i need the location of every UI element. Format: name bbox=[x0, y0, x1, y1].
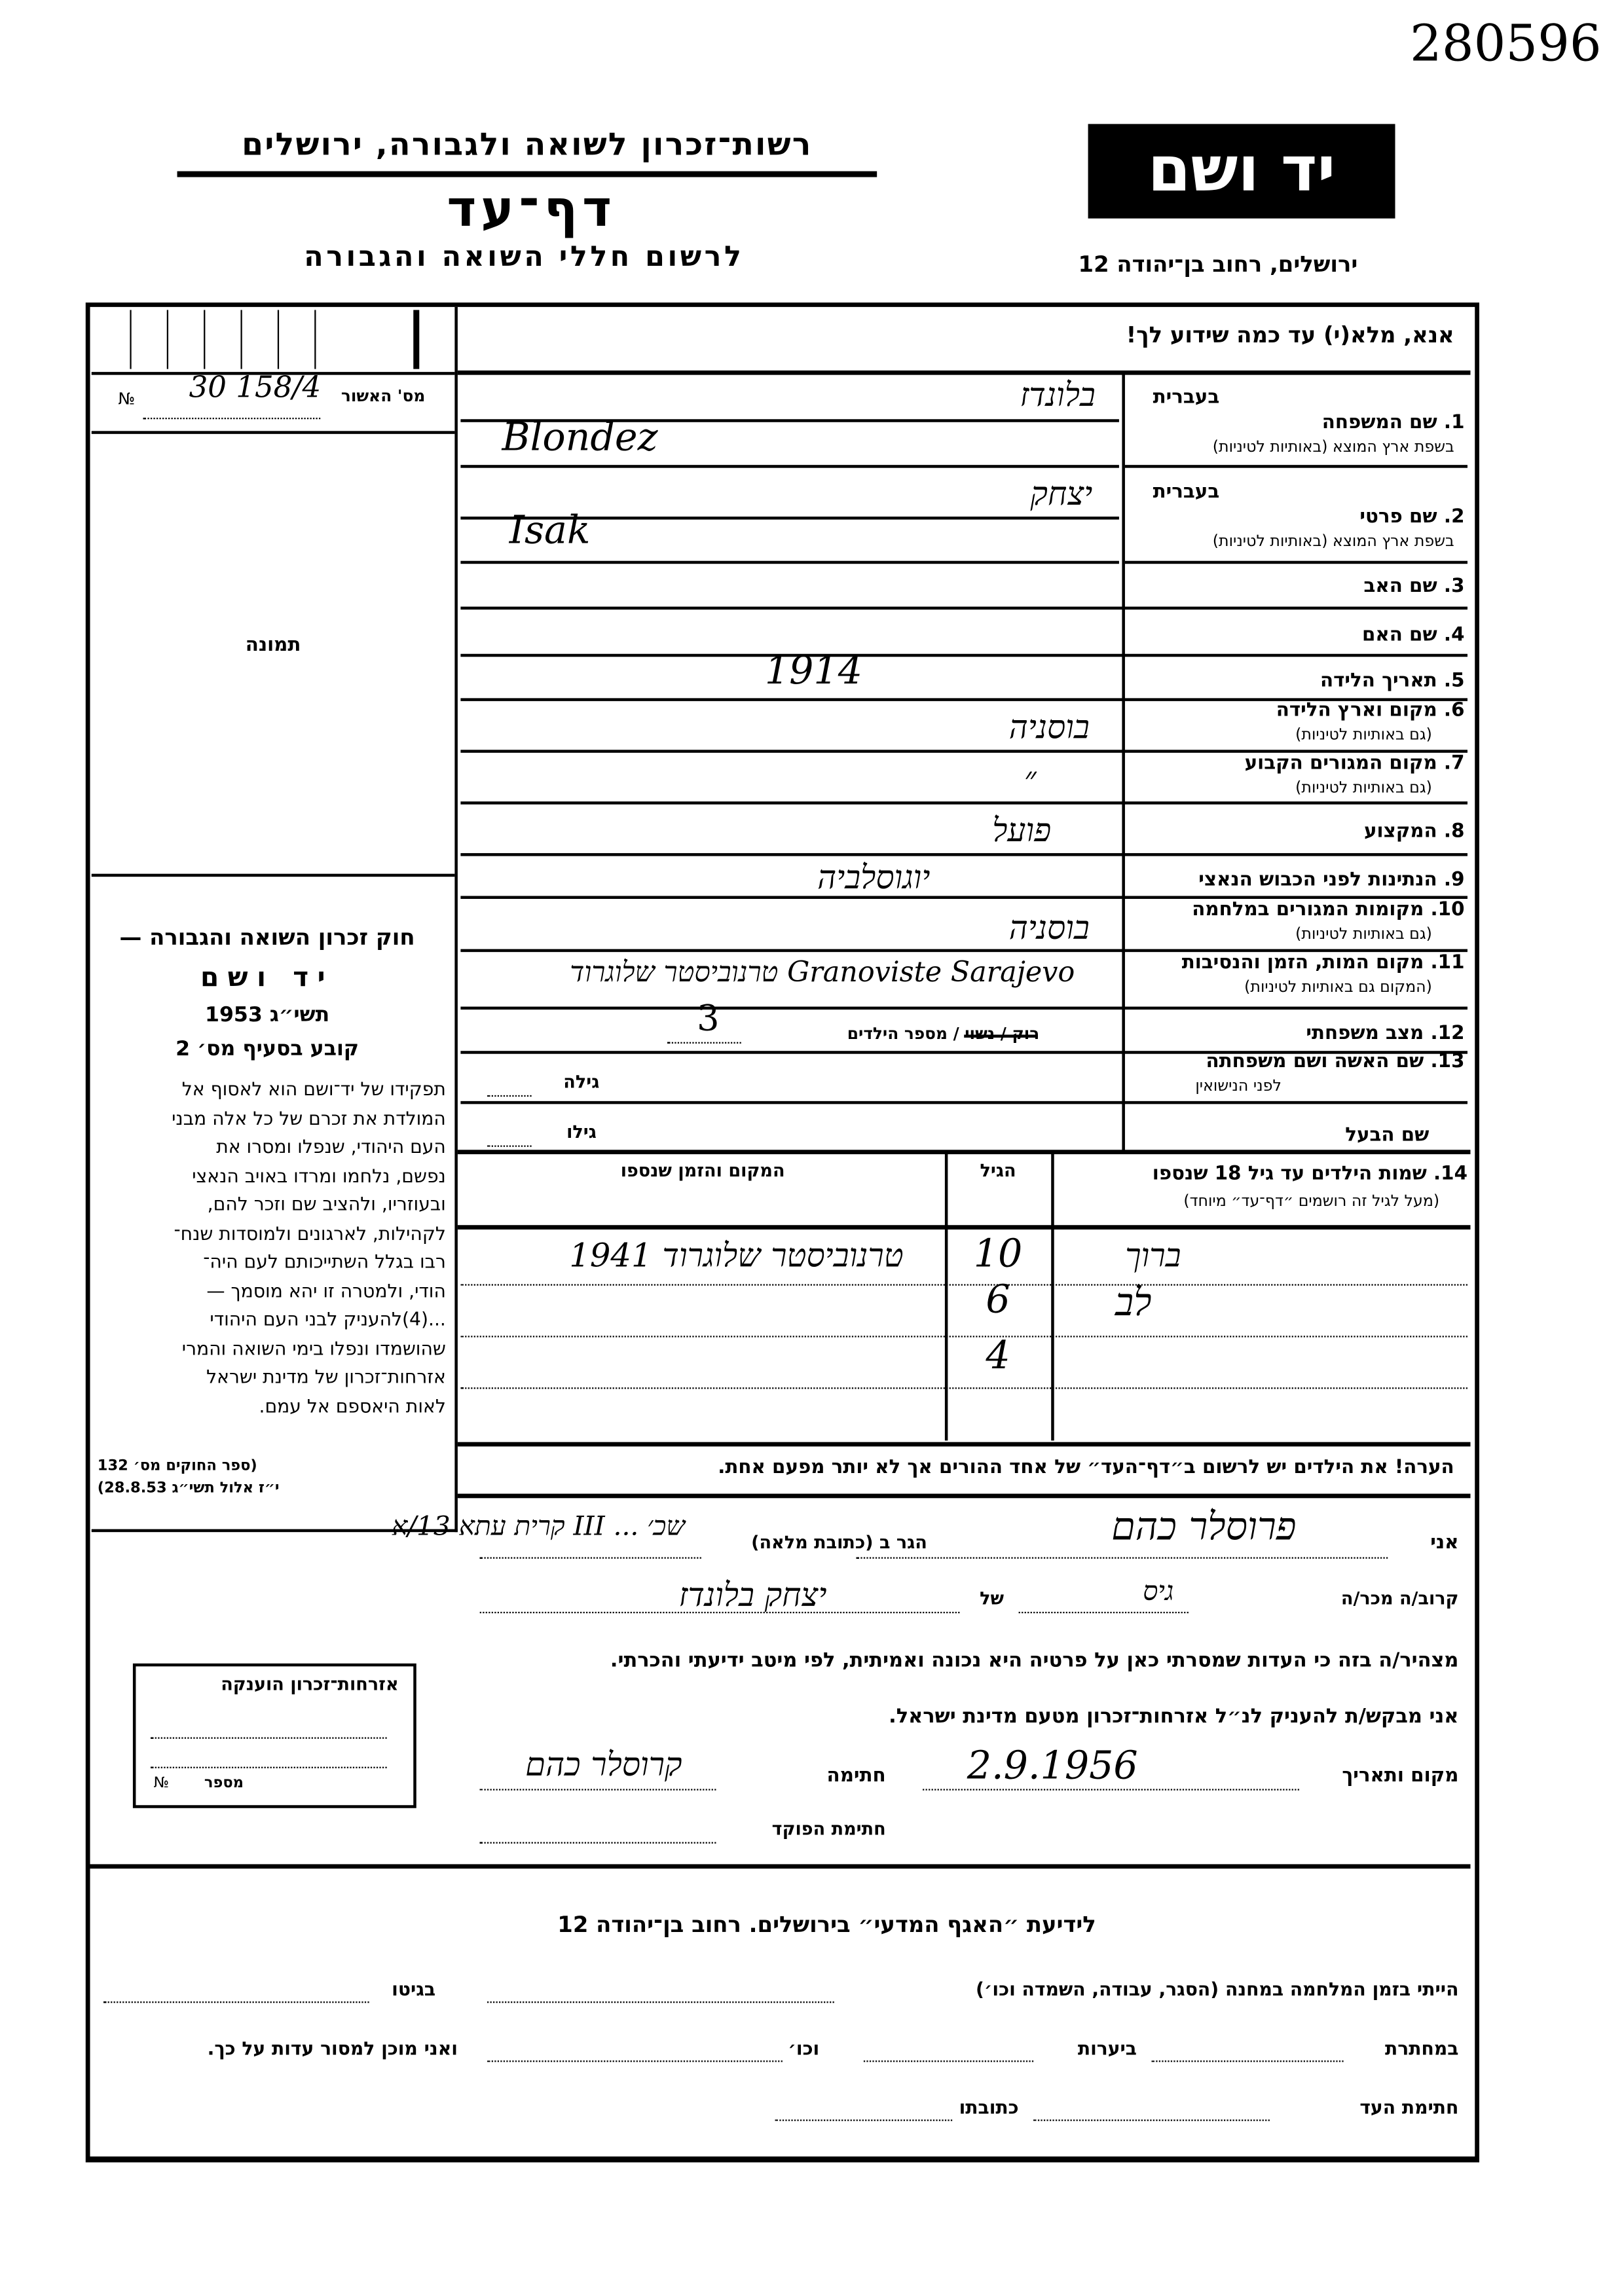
witness-i-label: אני bbox=[1430, 1532, 1459, 1554]
instruction: אנא, מלא(י) עד כמה שידוע לך! bbox=[1126, 321, 1454, 349]
birth-place[interactable]: בוסניה bbox=[1008, 710, 1090, 747]
number-of-children[interactable]: 3 bbox=[697, 998, 720, 1040]
willing-to-testify: ואני מוכן למסור עדות על כך. bbox=[207, 2037, 458, 2060]
law-reference-1: (ספר החוקים מס׳ 132 bbox=[97, 1458, 257, 1475]
child-age[interactable]: 6 bbox=[986, 1278, 1010, 1323]
law-year: תשי״ג 1953 bbox=[204, 1004, 330, 1028]
signature-label: חתימה bbox=[826, 1765, 886, 1788]
declaration: מצהיר/ה בזה כי העדות שמסרתי כאן על פרטיה היא נכונה ואמיתית, לפי מיטב ידיעתי והכרתי. bbox=[610, 1649, 1459, 1673]
field-5-label: 5. תאריך הלידה bbox=[1320, 670, 1465, 693]
field-3-label: 3. שם האב bbox=[1363, 575, 1465, 598]
marital-strikeout bbox=[964, 1034, 1038, 1038]
field-2-hebrew-label: בעברית bbox=[1153, 481, 1220, 503]
footer-title: לידיעת ״האגף המדעי״ בירושלים. רחוב בן־יהודה 12 bbox=[557, 1911, 1096, 1939]
permanent-residence[interactable]: ״ bbox=[1024, 761, 1037, 799]
given-name-hebrew[interactable]: יצחק bbox=[1030, 477, 1093, 514]
field-7-label: 7. מקום המגורים הקבוע bbox=[1244, 752, 1465, 775]
photo-label: תמונה bbox=[245, 634, 301, 657]
address: ירושלים, רחוב בן־יהודה 12 bbox=[1078, 251, 1358, 278]
registration-label: מס' האשור bbox=[341, 386, 426, 406]
of-label: של bbox=[980, 1588, 1005, 1609]
child-age[interactable]: 10 bbox=[973, 1232, 1023, 1277]
officer-signature-label: חתימת הפוקד bbox=[771, 1818, 886, 1840]
left-column-divider bbox=[454, 307, 458, 1532]
given-name-latin[interactable]: Isak bbox=[509, 509, 591, 554]
header-rule bbox=[177, 172, 877, 177]
field-2-label: 2. שם פרטי bbox=[1359, 506, 1465, 529]
husband-age-label: גילו bbox=[566, 1121, 597, 1142]
profession[interactable]: פועל bbox=[992, 813, 1052, 850]
children-header-note: (מעל לגיל זה רושמים ״דף־עד״ מיוחד) bbox=[1183, 1192, 1440, 1211]
law-title: חוק זכרון השואה והגבורה — bbox=[119, 924, 415, 951]
ghetto-label: בגיטו bbox=[392, 1978, 436, 2000]
field-10-label: 10. מקומות המגורים במלחמה bbox=[1192, 898, 1465, 921]
field-4-label: 4. שם האם bbox=[1361, 624, 1465, 647]
date-value[interactable]: 2.9.1956 bbox=[967, 1744, 1138, 1789]
law-section: קובע בסעיף מס׳ 2 bbox=[175, 1037, 360, 1061]
age-header: הגיל bbox=[980, 1160, 1016, 1181]
form-subtitle: לרשום חללי השואה והגבורה bbox=[304, 240, 745, 274]
note-text: הערה! את הילדים יש לרשום ב״דף־העד״ של אחד ההורים אך לא יותר מפעם אחת. bbox=[718, 1457, 1454, 1480]
child-death-place[interactable]: טרנוביסטר שלוגרוד 1941 bbox=[569, 1238, 904, 1275]
relationship[interactable]: גיס bbox=[1143, 1576, 1174, 1608]
citizenship-granted-box: אזרחות־זכרון הוענקה מספר № bbox=[133, 1664, 416, 1808]
child-name[interactable]: לב bbox=[1115, 1281, 1152, 1326]
label-column-divider bbox=[1122, 373, 1125, 1151]
etc-label: וכו׳ bbox=[788, 2037, 820, 2060]
field-9-label: 9. הנתינות לפני הכבוש הנאצי bbox=[1198, 869, 1465, 892]
nationality[interactable]: יוגוסלביה bbox=[817, 860, 931, 898]
child-age[interactable]: 4 bbox=[986, 1334, 1010, 1379]
surname-latin[interactable]: Blondez bbox=[502, 416, 658, 461]
surname-hebrew[interactable]: בלונדז bbox=[1020, 378, 1096, 415]
field-1-hebrew-label: בעברית bbox=[1153, 386, 1220, 409]
witness-name[interactable]: פרוסלר כהם bbox=[1111, 1505, 1297, 1550]
citizenship-request: אני מבקש/ת להעניק לנ״ל אזרחות־זכרון מטעם מדינת ישראל. bbox=[889, 1704, 1459, 1729]
witness-signature-label: חתימת העד bbox=[1359, 2096, 1459, 2119]
field-1-latin-label: בשפת ארץ המוצא (באותיות לטיניות) bbox=[1212, 438, 1454, 456]
camp-label: הייתי בזמן המלחמה במחנה (הסגר, עבודה, השמדה וכו׳) bbox=[976, 1978, 1459, 2000]
field-1-label: 1. שם המשפחה bbox=[1321, 412, 1465, 434]
archive-number: 280596 bbox=[1410, 14, 1602, 74]
field-13-label: 13. שם האשה ושם משפחתה bbox=[1206, 1051, 1465, 1074]
law-name: יד ושם bbox=[200, 962, 335, 994]
field-8-label: 8. המקצוע bbox=[1364, 820, 1465, 843]
witness-address-label: כתובתו bbox=[959, 2096, 1019, 2119]
residing-label: הגר ב (כתובת מלאה) bbox=[751, 1532, 927, 1553]
birth-date[interactable]: 1914 bbox=[764, 649, 863, 694]
place-date-label: מקום ותאריך bbox=[1342, 1765, 1459, 1788]
form-title: דף־עד bbox=[447, 180, 616, 240]
field-12-label: 12. מצב משפחתי bbox=[1306, 1023, 1465, 1046]
children-header: 14. שמות הילדים עד גיל 18 שנספו bbox=[1152, 1163, 1467, 1186]
law-text: תפקידו של יד־ושם הוא לאסוף אל המולדת את זכרם של כל אלה מבני העם היהודי, שנפלו ומסרו את נפשם, נלחמו ומרדו באויב הנאצי ובעוזריו, ולהציב שם וזכר להם, לקהילות, לארגונים ולמוסדות שנח־ רבו בגלל השתייכותם לעם היה־ הודי, ולמטרה זו יהא מוסמך — ...(4)להעניק לבני העם היהודי שהושמדו ונפלו בימי השואה והמרי אזרחות־זכרון של מדינת ישראל לאות היאספם אל עמם. bbox=[172, 1077, 446, 1417]
field-6-label: 6. מקום וארץ הלידה bbox=[1276, 699, 1465, 722]
child-name[interactable]: ברוך bbox=[1125, 1238, 1181, 1275]
witness-address[interactable]: שכ׳ ... III קרית עתא 13/א bbox=[392, 1511, 686, 1542]
office-use-boxes bbox=[100, 310, 449, 369]
field-2-latin-label: בשפת ארץ המוצא (באותיות לטיניות) bbox=[1212, 532, 1454, 551]
wife-age-label: גילה bbox=[563, 1071, 600, 1093]
forests-label: ביערות bbox=[1077, 2037, 1137, 2060]
law-reference-2: י״ז אלול תשי״ג 28.8.53) bbox=[97, 1480, 280, 1497]
authority-title: רשות־זכרון לשואה ולגבורה, ירושלים bbox=[242, 126, 813, 162]
field-11-note: (המקום גם באותיות לטיניות) bbox=[1244, 978, 1432, 996]
yad-vashem-logo: יד ושם bbox=[1088, 124, 1395, 218]
relation-label: קרוב/ה מכר/ה bbox=[1340, 1588, 1459, 1609]
field-10-note: (גם באותיות לטיניות) bbox=[1295, 925, 1432, 943]
registration-number: 30 158/4 bbox=[189, 369, 322, 405]
field-6-note: (גם באותיות לטיניות) bbox=[1295, 726, 1432, 744]
marital-status-options: רוק / נשוי / מספר הילדים bbox=[847, 1024, 1040, 1044]
registration-no-sign: № bbox=[118, 390, 136, 409]
place-header: המקום והזמן שנספו bbox=[620, 1160, 785, 1181]
wartime-residence[interactable]: בוסניה bbox=[1008, 911, 1090, 948]
underground-label: במחתרת bbox=[1385, 2037, 1459, 2060]
field-11-label: 11. מקום המות, הזמן והנסיבות bbox=[1181, 952, 1465, 974]
husband-label: שם הבעל bbox=[1345, 1124, 1430, 1147]
field-7-note: (גם באותיות לטיניות) bbox=[1295, 779, 1432, 797]
victim-name-reference[interactable]: יצחק בלונדז bbox=[678, 1578, 827, 1615]
field-13-note: לפני הנישואין bbox=[1195, 1077, 1282, 1095]
death-place[interactable]: Granoviste Sarajevo טרנוביסטר שלוגרוד bbox=[570, 956, 1075, 989]
witness-signature[interactable]: קרוסלר כהם bbox=[525, 1747, 682, 1785]
